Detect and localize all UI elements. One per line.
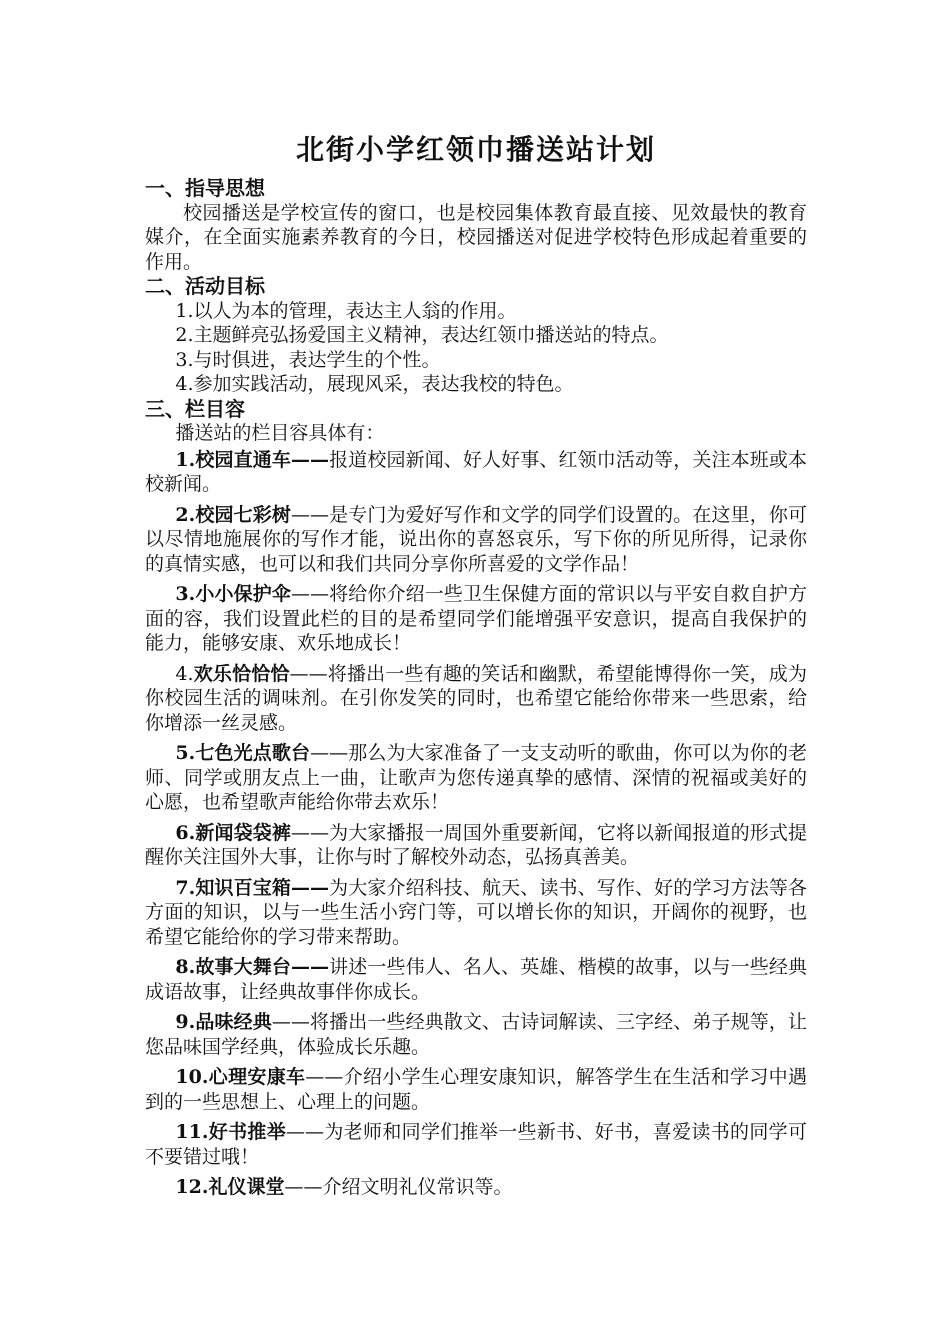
column-name: 校园直通车 [195, 448, 291, 471]
column-name: 七色光点歌台 [195, 742, 311, 764]
column-item [145, 741, 807, 815]
column-item [145, 448, 807, 497]
column-number: 11. [175, 1121, 209, 1143]
column-name: 礼仪课堂 [208, 1176, 285, 1198]
column-separator: —— [305, 1066, 344, 1088]
goal-item: 1.以人为本的管理，表达主人翁的作用。 [175, 299, 517, 322]
column-number: 4. [175, 662, 194, 685]
column-name: 心理安康车 [208, 1066, 306, 1088]
page-title: 北街小学红领巾播送站计划 [295, 133, 656, 166]
goal-item: 3.与时俱进，表达学生的个性。 [175, 348, 441, 371]
column-description: 介绍小学生心理安康知识，解答学生在生活和学习中遇到的一些思想上、心理上的问题。 [145, 1066, 807, 1113]
column-description: 将给你介绍一些卫生保健方面的常识以与平安自救自护方面的容，我们设置此栏的目的是希望同学们能增强平安意识，提高自我保护的能力，能够安康、欢乐地成长！ [145, 583, 807, 654]
column-name: 小小保护伞 [195, 583, 291, 605]
column-item [145, 1175, 807, 1200]
column-item [145, 1120, 807, 1169]
column-number: 1. [175, 448, 196, 471]
column-separator: —— [289, 662, 328, 685]
column-number: 10. [175, 1066, 209, 1088]
column-item [145, 876, 807, 950]
column-name: 欢乐恰恰恰 [193, 662, 290, 685]
column-number: 8. [175, 956, 196, 978]
section-heading-activity-goals: 二、活动目标 [145, 274, 265, 298]
column-separator: —— [286, 1121, 325, 1143]
column-description: 将播出一些有趣的笑话和幽默，希望能博得你一笑，成为你校园生活的调味剂。在引你发笑的同时，也希望它能给你带来一些思索，给你增添一丝灵感。 [145, 662, 807, 734]
column-description: 报道校园新闻、好人好事、红领巾活动等，关注本班或本校新闻。 [145, 448, 807, 495]
column-description: 为大家介绍科技、航天、读书、写作、好的学习方法等各方面的知识，以与一些生活小窍门等，可以增长你的知识，开阔你的视野，也希望它能给你的学习带来帮助。 [145, 876, 807, 948]
column-name: 新闻袋袋裤 [195, 821, 291, 844]
column-separator: —— [284, 1176, 323, 1198]
column-item [145, 821, 807, 870]
column-item [145, 955, 807, 1004]
column-description: 是专门为爱好写作和文学的同学们设置的。在这里，你可以尽情地施展你的写作才能，说出你的喜怒哀乐，写下你的所见所得，记录你的真情实感，也可以和我们共同分享你所喜爱的文学作品！ [145, 503, 807, 575]
column-name: 好书推举 [208, 1121, 287, 1143]
column-number: 9. [175, 1011, 196, 1033]
column-separator: —— [310, 742, 349, 764]
column-item [145, 1010, 807, 1059]
column-description: 将播出一些经典散文、古诗词解读、三字经、弟子规等，让您品味国学经典，体验成长乐趣。 [145, 1011, 807, 1058]
column-item [145, 662, 807, 736]
column-name: 校园七彩树 [195, 503, 291, 526]
guiding-idea-paragraph: 校园播送是学校宣传的窗口，也是校园集体教育最直接、见效最快的教育媒介，在全面实施素养教育的今日，校园播送对促进学校特色形成起着重要的作用。 [145, 201, 807, 273]
columns-intro: 播送站的栏目容具体有： [175, 422, 385, 444]
column-separator: —— [290, 821, 329, 844]
goal-item: 2.主题鲜亮弘扬爱国主义精神，表达红领巾播送站的特点。 [175, 324, 669, 346]
column-name: 故事大舞台 [195, 956, 291, 978]
column-description: 讲述一些伟人、名人、英雄、楷模的故事，以与一些经典成语故事，让经典故事伴你成长。 [145, 956, 807, 1003]
column-separator: —— [290, 503, 329, 526]
column-separator: —— [271, 1011, 310, 1033]
column-item [145, 1065, 807, 1114]
column-number: 3. [175, 583, 196, 605]
column-description: 为老师和同学们推举一些新书、好书，喜爱读书的同学可不要错过哦！ [145, 1121, 807, 1168]
section-heading-guiding-idea: 一、指导思想 [145, 176, 265, 200]
column-separator: —— [290, 448, 329, 471]
column-description: 为大家播报一周国外重要新闻，它将以新闻报道的形式提醒你关注国外大事，让你与时了解校外动态，弘扬真善美。 [145, 821, 807, 868]
column-name: 知识百宝箱 [195, 876, 291, 899]
document-page [145, 130, 807, 1210]
column-item [145, 503, 807, 577]
goal-item: 4.参加实践活动，展现风采，表达我校的特色。 [175, 373, 574, 395]
column-number: 12. [175, 1176, 209, 1198]
column-name: 品味经典 [195, 1011, 272, 1033]
column-description: 那么为大家准备了一支支动听的歌曲，你可以为你的老师、同学或朋友点上一曲，让歌声为您传递真挚的感情、深情的祝福或美好的心愿，也希望歌声能给你带去欢乐！ [145, 742, 807, 813]
section-heading-columns: 三、栏目容 [145, 396, 245, 421]
column-number: 5. [175, 742, 196, 764]
column-separator: —— [290, 583, 329, 605]
column-separator: —— [290, 956, 329, 978]
column-item [145, 582, 807, 656]
column-number: 2. [175, 503, 196, 526]
column-separator: —— [290, 876, 329, 899]
column-number: 7. [175, 876, 196, 899]
column-description: 介绍文明礼仪常识等。 [322, 1176, 513, 1198]
column-number: 6. [175, 821, 196, 844]
